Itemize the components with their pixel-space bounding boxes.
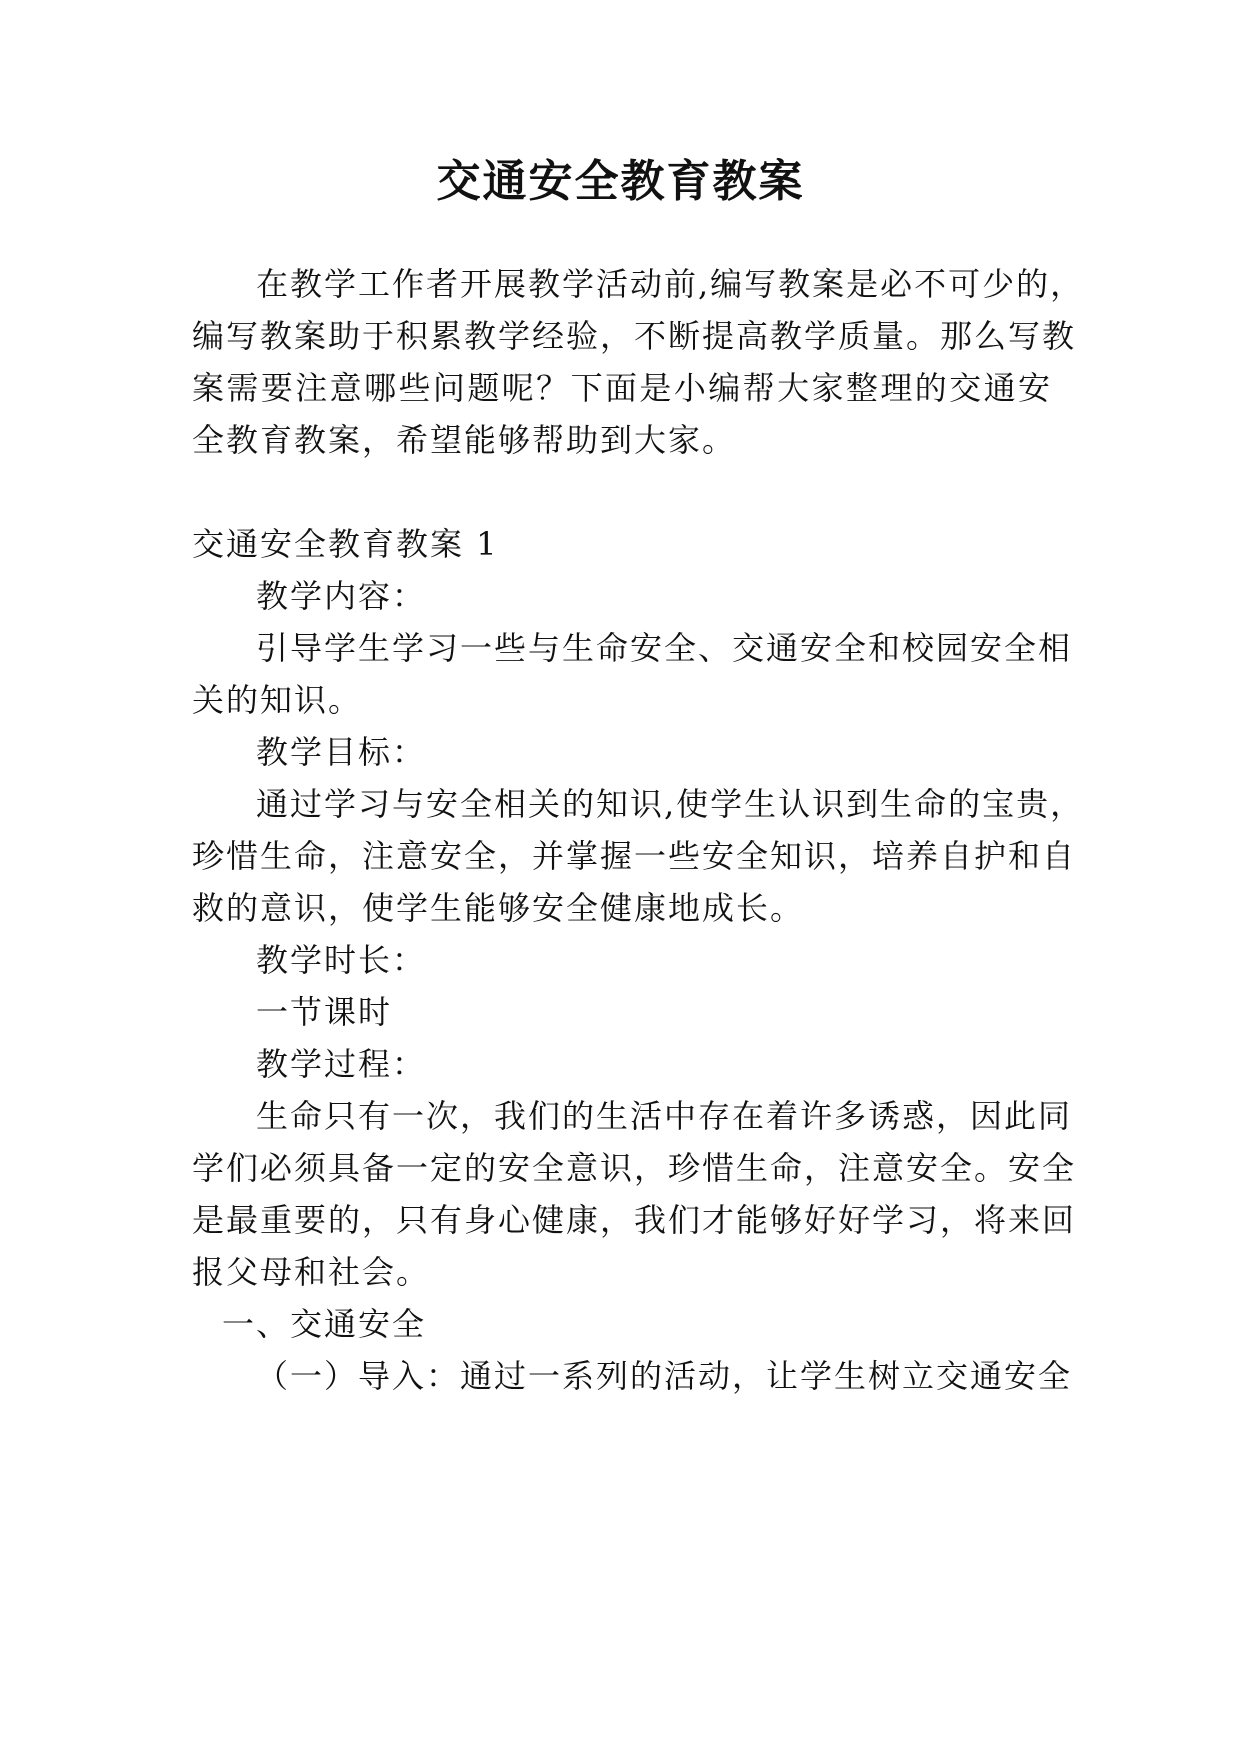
document-title: 交通安全教育教案 <box>436 156 805 207</box>
process-line-2: 学们必须具备一定的安全意识，珍惜生命，注意安全。安全 <box>192 1149 1077 1187</box>
content-line-2: 关的知识。 <box>192 681 363 719</box>
label-content: 教学内容： <box>256 577 427 615</box>
content-line-1: 引导学生学习一些与生命安全、交通安全和校园安全相 <box>256 629 1073 667</box>
label-process: 教学过程： <box>256 1045 427 1083</box>
process-line-4: 报父母和社会。 <box>192 1253 431 1291</box>
goals-line-3: 救的意识，使学生能够安全健康地成长。 <box>192 889 805 927</box>
intro-line-2: 编写教案助于积累教学经验，不断提高教学质量。那么写教 <box>192 317 1077 355</box>
process-line-3: 是最重要的，只有身心健康，我们才能够好好学习，将来回 <box>192 1201 1077 1239</box>
intro-line-4: 全教育教案，希望能够帮助到大家。 <box>192 421 737 459</box>
process-line-1: 生命只有一次，我们的生活中存在着许多诱惑，因此同 <box>256 1097 1073 1135</box>
section-heading: 交通安全教育教案 1 <box>192 525 499 563</box>
duration-value: 一节课时 <box>256 993 393 1031</box>
subitem-intro: （一）导入：通过一系列的活动，让学生树立交通安全 <box>256 1357 1073 1395</box>
subheading-traffic-safety: 一、交通安全 <box>222 1305 427 1343</box>
goals-line-1: 通过学习与安全相关的知识,使学生认识到生命的宝贵， <box>256 785 1085 823</box>
label-goals: 教学目标： <box>256 733 427 771</box>
label-duration: 教学时长： <box>256 941 427 979</box>
goals-line-2: 珍惜生命，注意安全，并掌握一些安全知识，培养自护和自 <box>192 837 1077 875</box>
intro-line-3: 案需要注意哪些问题呢？下面是小编帮大家整理的交通安 <box>192 369 1052 407</box>
intro-line-1: 在教学工作者开展教学活动前,编写教案是必不可少的， <box>256 265 1085 303</box>
